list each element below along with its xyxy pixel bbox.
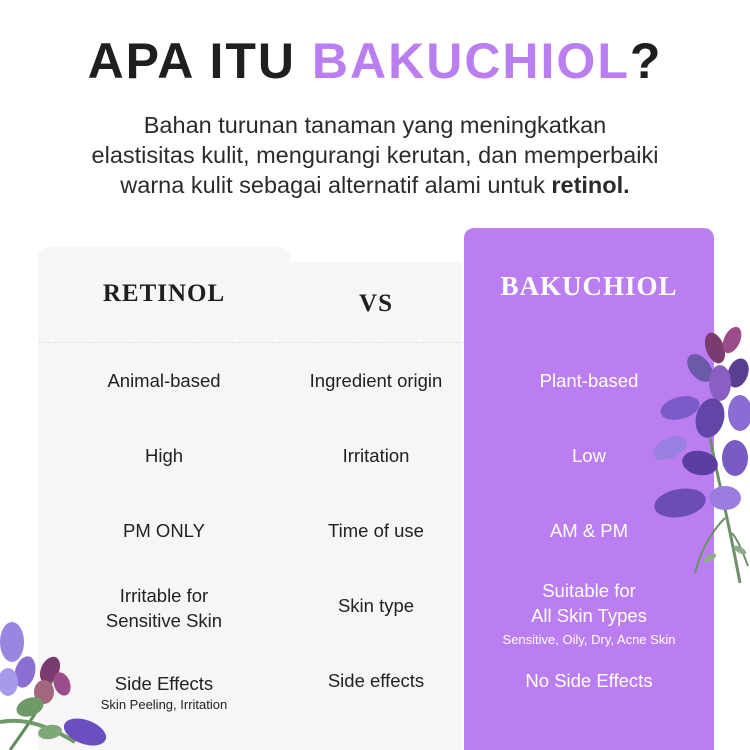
criteria-cell: Skin type xyxy=(337,595,415,616)
retinol-heading: RETINOL xyxy=(102,280,226,307)
header-divider xyxy=(38,342,464,343)
title-prefix: APA ITU xyxy=(87,33,312,89)
bakuchiol-cell: AM & PM xyxy=(549,520,629,541)
bakuchiol-cell-sub: Sensitive, Oily, Dry, Acne Skin xyxy=(502,632,676,647)
page-title xyxy=(0,32,750,90)
subtitle xyxy=(40,110,710,200)
subtitle-line-3: warna kulit sebagai alternatif alami untuk xyxy=(120,172,552,198)
retinol-cell: Animal-based xyxy=(107,370,221,391)
vs-heading: VS xyxy=(359,290,393,317)
bakuchiol-cell: Low xyxy=(572,445,606,466)
retinol-cell-main: Side Effects xyxy=(114,673,214,694)
bakuchiol-heading: BAKUCHIOL xyxy=(500,271,678,301)
criteria-cell: Ingredient origin xyxy=(309,370,443,391)
criteria-cell: Irritation xyxy=(342,445,410,466)
bakuchiol-cell-main: Suitable for All Skin Types xyxy=(531,580,647,626)
retinol-cell: PM ONLY xyxy=(123,520,205,541)
title-suffix: ? xyxy=(629,33,663,89)
subtitle-line-1: Bahan turunan tanaman yang meningkatkan xyxy=(143,112,607,138)
subtitle-bold: retinol. xyxy=(551,172,630,198)
retinol-cell-sub: Skin Peeling, Irritation xyxy=(100,697,228,712)
criteria-cell: Time of use xyxy=(328,520,424,541)
purple-flower-icon xyxy=(640,318,750,588)
bakuchiol-cell: Plant-based xyxy=(539,370,639,391)
bakuchiol-cell: No Side Effects xyxy=(525,670,653,691)
retinol-cell: Irritable for Sensitive Skin xyxy=(105,585,223,631)
bakuchiol-cell xyxy=(464,578,714,649)
subtitle-line-2: elastisitas kulit, mengurangi kerutan, dan memperbaiki xyxy=(91,142,659,168)
retinol-cell: High xyxy=(144,445,184,466)
purple-flower-icon xyxy=(0,612,120,750)
criteria-cell: Side effects xyxy=(327,670,425,691)
title-accent: BAKUCHIOL xyxy=(311,33,630,89)
